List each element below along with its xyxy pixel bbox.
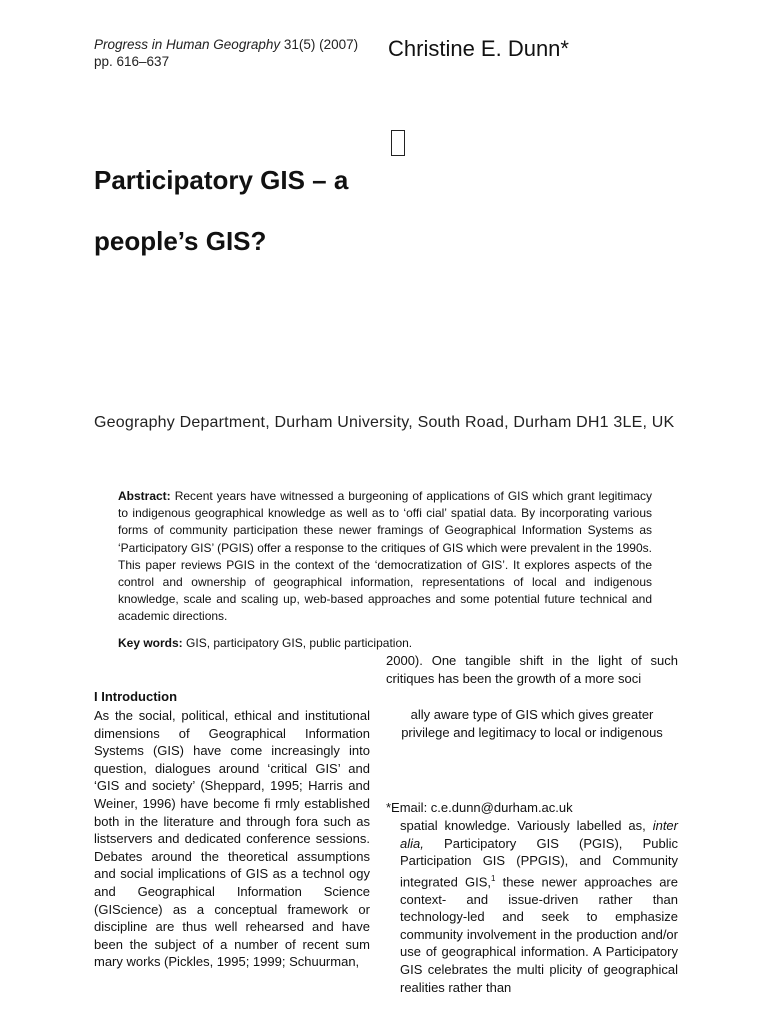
abstract-label: Abstract: bbox=[118, 489, 171, 503]
footnote-marker: 1 bbox=[490, 873, 496, 883]
introduction-body: As the social, political, ethical and institutional dimensions of Geographical Information Systems (GIS) have come increasingly into question, dialogues around ‘critical GIS’ and ‘GIS and society’ (Sheppard, 1995; Harris and Weiner, 1996) have become fi rmly established both in the literature and through fora such as listservers and dedicated conference sessions. Debates around the theoretical assumptions and social implications of GIS as a technol ogy and Geographical Information Science (GIScience) as a conceptual framework or discipline are thus well rehearsed and have been the subject of a number of recent sum mary works (Pickles, 1995; 1999; Schuurman, bbox=[94, 708, 370, 970]
right-column-body bbox=[400, 817, 678, 996]
journal-name: Progress in Human Geography bbox=[94, 37, 281, 52]
author-affiliation: Geography Department, Durham University, South Road, Durham DH1 3LE, UK bbox=[94, 414, 675, 431]
keywords-label: Key words: bbox=[118, 636, 183, 650]
right-column-centered-text: ally aware type of GIS which gives greater privilege and legitimacy to local or indigenous bbox=[401, 707, 663, 740]
body-text-1: spatial knowledge. Variously labelled as, bbox=[400, 818, 653, 833]
journal-pages: pp. 616–637 bbox=[94, 54, 170, 69]
author-name: Christine E. Dunn* bbox=[388, 36, 569, 61]
body-text-2: Participatory GIS (PGIS), Public Participation GIS (PPGIS), and Community integrated GIS, bbox=[400, 835, 678, 890]
body-italic-text: inter alia, bbox=[400, 818, 678, 851]
footnote-email: *Email: c.e.dunn@durham.ac.uk bbox=[386, 800, 573, 815]
keywords bbox=[118, 636, 412, 650]
abstract-text: Recent years have witnessed a burgeoning of applications of GIS which grant legitimacy to indigenous geographical knowledge as well as to ‘offi cial’ spatial data. By incorporating various forms of community participation these newer framings of Geographical Information Systems as ‘Participatory GIS’ (PGIS) offer a response to the critiques of GIS which were prevalent in the 1990s. This paper reviews PGIS in the context of the ‘democratization of GIS’. It explores aspects of the control and ownership of geographical information, representations of local and indigenous knowledge, scale and scaling up, web-based approaches and some potential future technical and academic directions. bbox=[118, 489, 652, 624]
missing-glyph-icon bbox=[391, 130, 405, 156]
journal-issue: 31(5) (2007) bbox=[280, 37, 359, 52]
title-line-1: Participatory GIS – a bbox=[94, 165, 349, 195]
right-column-top-text: 2000). One tangible shift in the light of such critiques has been the growth of a more soci bbox=[386, 653, 678, 686]
keywords-text: GIS, participatory GIS, public participation. bbox=[182, 636, 413, 650]
body-text-3: these newer approaches are context- and issue-driven rather than technology-led and seek to emphasize community involvement in the production and/or use of geographical information. A Participatory GIS celebrates the multi plicity of geographical realities rather than bbox=[400, 874, 678, 995]
title-line-2: people’s GIS? bbox=[94, 226, 267, 256]
journal-citation bbox=[94, 36, 358, 70]
section-heading-introduction: I Introduction bbox=[94, 689, 178, 704]
abstract bbox=[118, 488, 652, 626]
